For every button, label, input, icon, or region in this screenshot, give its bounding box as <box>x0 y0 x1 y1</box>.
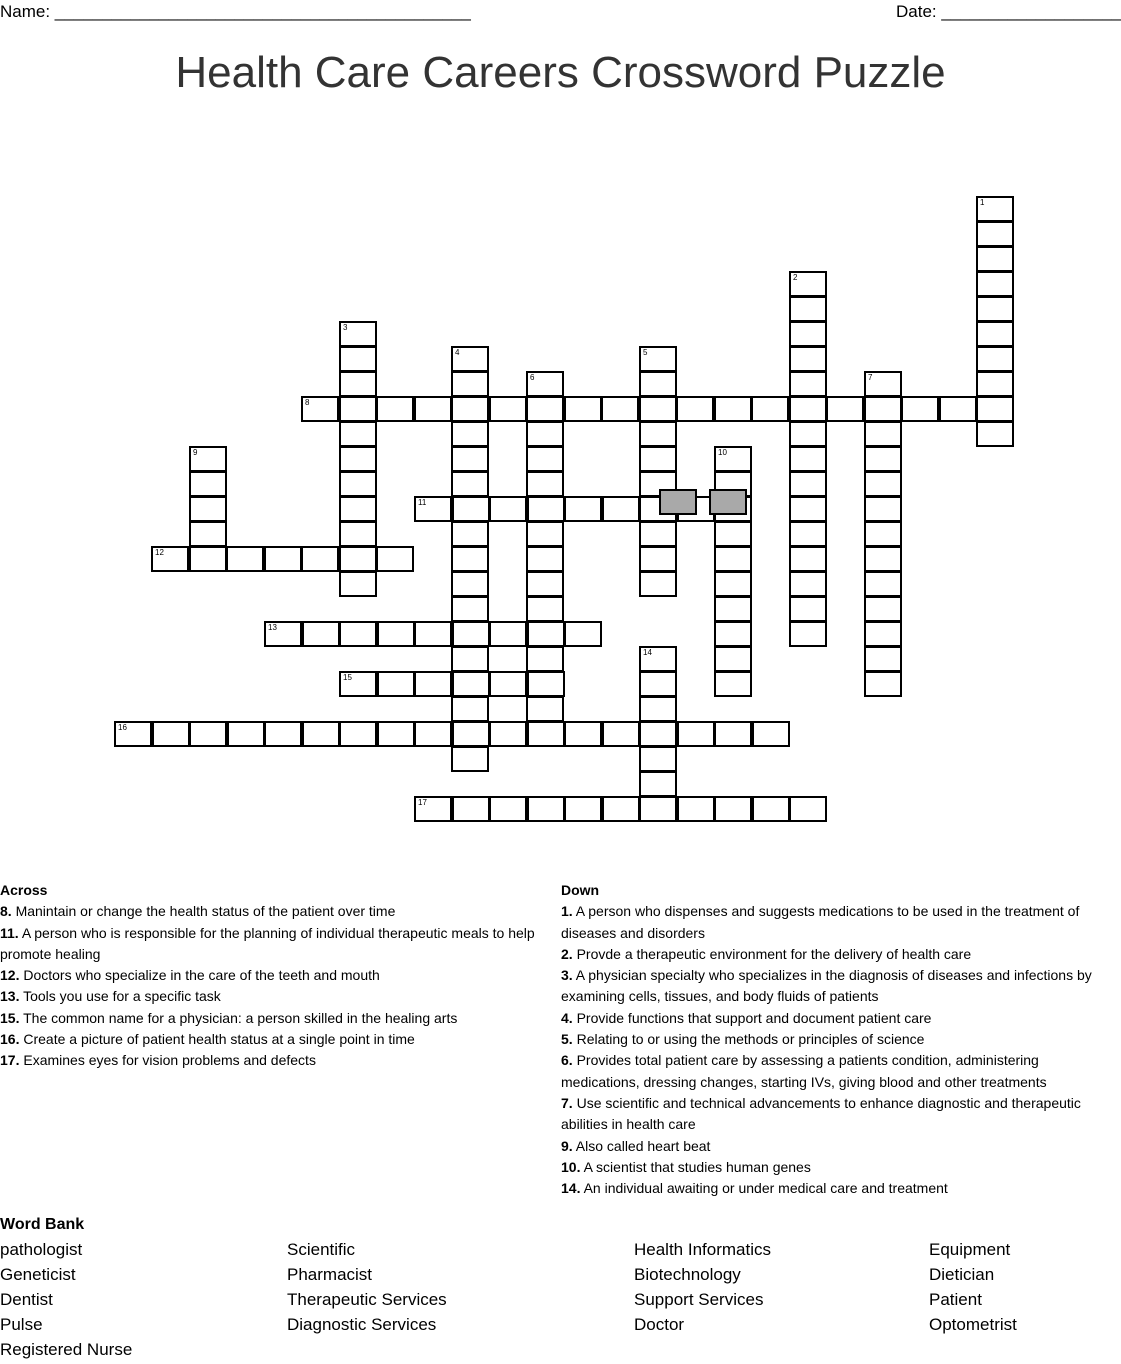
grid-cell[interactable] <box>452 496 490 522</box>
grid-cell[interactable] <box>227 721 265 747</box>
grid-cell[interactable] <box>527 721 565 747</box>
down-clue <box>561 944 1121 965</box>
down-clue <box>561 901 1121 944</box>
grid-cell[interactable] <box>414 396 452 422</box>
grid-cell[interactable] <box>976 246 1014 272</box>
clue-text: The common name for a physician: a person skilled in the healing arts <box>19 1009 458 1026</box>
grid-cell[interactable] <box>826 396 864 422</box>
clue-number: 15 <box>343 673 352 682</box>
grid-cell[interactable] <box>526 396 564 422</box>
grid-cell[interactable] <box>976 371 1014 397</box>
across-clue <box>0 965 550 986</box>
grid-cell[interactable] <box>339 671 377 697</box>
grid-cell[interactable] <box>714 721 752 747</box>
word-bank-item: Dentist <box>0 1290 53 1309</box>
grid-cell[interactable] <box>864 421 902 447</box>
grid-cell[interactable] <box>377 671 415 697</box>
clue-number-label: 15. <box>0 1009 20 1026</box>
grid-cell[interactable] <box>864 371 902 397</box>
grid-cell[interactable] <box>789 546 827 572</box>
grid-cell[interactable] <box>414 671 452 697</box>
across-clue <box>0 986 550 1007</box>
grid-cell[interactable] <box>339 346 377 372</box>
grid-cell[interactable] <box>864 621 902 647</box>
clue-number-label: 4. <box>561 1009 573 1026</box>
grid-cell[interactable] <box>489 396 527 422</box>
grid-cell[interactable] <box>451 346 489 372</box>
grid-cell[interactable] <box>751 396 789 422</box>
clue-number: 2 <box>793 273 798 282</box>
word-bank-item: Pulse <box>0 1315 43 1334</box>
clue-text: A person who dispenses and suggests medications to be used in the treatment of diseases and disorders <box>561 903 1080 941</box>
down-clue <box>561 1008 1121 1029</box>
grid-cell[interactable] <box>752 721 790 747</box>
grid-cell[interactable] <box>339 521 377 547</box>
word-bank-item: Scientific <box>287 1240 356 1259</box>
grid-cell[interactable] <box>976 321 1014 347</box>
clue-number: 14 <box>643 648 652 657</box>
clue-text: Create a picture of patient health status at a single point in time <box>19 1031 415 1048</box>
grid-cell[interactable] <box>864 596 902 622</box>
grid-cell[interactable] <box>376 546 414 572</box>
grid-cell[interactable] <box>639 571 677 597</box>
grid-cell[interactable] <box>526 471 564 497</box>
grid-cell[interactable] <box>489 496 527 522</box>
grid-cell[interactable] <box>976 421 1014 447</box>
word-bank-item: Diagnostic Services <box>287 1315 437 1334</box>
grid-cell[interactable] <box>601 396 639 422</box>
down-clue <box>561 1136 1121 1157</box>
grid-cell[interactable] <box>339 446 377 472</box>
grid-cell[interactable] <box>864 446 902 472</box>
grid-cell[interactable] <box>527 796 565 822</box>
grid-cell[interactable] <box>339 396 377 422</box>
grid-cell[interactable] <box>451 696 489 722</box>
clue-number: 4 <box>455 348 460 357</box>
grid-cell[interactable] <box>939 396 977 422</box>
clue-number-label: 5. <box>561 1031 573 1048</box>
grid-cell[interactable] <box>189 471 227 497</box>
grid-cell[interactable] <box>864 546 902 572</box>
grid-cell[interactable] <box>526 371 564 397</box>
clue-number: 11 <box>418 498 427 507</box>
grid-cell[interactable] <box>714 521 752 547</box>
clue-number-label: 9. <box>561 1137 573 1154</box>
grid-cell[interactable] <box>489 671 527 697</box>
grid-cell[interactable] <box>676 396 714 422</box>
grid-cell[interactable] <box>789 796 827 822</box>
grid-cell[interactable] <box>639 721 677 747</box>
grid-cell[interactable] <box>451 446 489 472</box>
word-bank-item: Geneticist <box>0 1265 76 1284</box>
grid-cell[interactable] <box>452 671 490 697</box>
grid-cell[interactable] <box>526 446 564 472</box>
shaded-cell[interactable] <box>709 489 747 515</box>
grid-cell[interactable] <box>152 721 190 747</box>
grid-cell[interactable] <box>376 396 414 422</box>
grid-cell[interactable] <box>789 421 827 447</box>
grid-cell[interactable] <box>302 721 340 747</box>
down-clue <box>561 1029 1121 1050</box>
grid-cell[interactable] <box>789 621 827 647</box>
date-field-label: Date: ___________________ <box>896 2 1121 21</box>
clue-number-label: 11. <box>0 924 19 941</box>
grid-cell[interactable] <box>564 796 602 822</box>
clue-number-label: 2. <box>561 945 573 962</box>
page-title: Health Care Careers Crossword Puzzle <box>175 48 946 97</box>
shaded-cell[interactable] <box>659 489 697 515</box>
grid-cell[interactable] <box>526 646 564 672</box>
grid-cell[interactable] <box>451 746 489 772</box>
word-bank-item: Therapeutic Services <box>287 1290 447 1309</box>
down-clue <box>561 1178 1121 1199</box>
grid-cell[interactable] <box>451 596 489 622</box>
clue-number-label: 8. <box>0 903 12 920</box>
grid-cell[interactable] <box>526 521 564 547</box>
clue-text: Use scientific and technical advancements to enhance diagnostic and therapeutic abilities in health care <box>561 1094 1081 1133</box>
grid-cell[interactable] <box>414 721 452 747</box>
clue-text: Provides total patient care by assessing a patients condition, administering medications, dressing changes, starting IVs, giving blood and other treatments <box>561 1052 1047 1090</box>
down-clue <box>561 1093 1121 1136</box>
clue-text: A scientist that studies human genes <box>580 1158 811 1175</box>
grid-cell[interactable] <box>976 396 1014 422</box>
across-clue <box>0 1050 550 1071</box>
grid-cell[interactable] <box>189 496 227 522</box>
grid-cell[interactable] <box>677 721 715 747</box>
grid-cell[interactable] <box>451 471 489 497</box>
grid-cell[interactable] <box>789 571 827 597</box>
down-heading: Down <box>561 882 600 898</box>
down-clues <box>561 880 1121 1199</box>
clue-text: An individual awaiting or under medical care and treatment <box>580 1180 948 1197</box>
grid-cell[interactable] <box>301 396 339 422</box>
grid-cell[interactable] <box>789 296 827 322</box>
grid-cell[interactable] <box>864 646 902 672</box>
grid-cell[interactable] <box>976 271 1014 297</box>
clue-number: 17 <box>418 798 427 807</box>
clue-number-label: 13. <box>0 988 20 1005</box>
grid-cell[interactable] <box>452 621 490 647</box>
clue-text: Provde a therapeutic environment for the delivery of health care <box>572 945 972 962</box>
word-bank-item: Health Informatics <box>634 1240 771 1259</box>
clue-number-label: 10. <box>561 1158 581 1175</box>
grid-cell[interactable] <box>489 621 527 647</box>
grid-cell[interactable] <box>789 271 827 297</box>
clue-number: 5 <box>643 348 648 357</box>
clue-number-label: 17. <box>0 1052 20 1069</box>
clue-text: Examines eyes for vision problems and defects <box>19 1052 316 1069</box>
clue-number-label: 14. <box>561 1180 581 1197</box>
word-bank-item: Registered Nurse <box>0 1340 133 1359</box>
grid-cell[interactable] <box>489 796 527 822</box>
grid-cell[interactable] <box>189 546 227 572</box>
clue-text: Manintain or change the health status of the patient over time <box>11 903 396 920</box>
clue-text: Provide functions that support and document patient care <box>572 1009 932 1026</box>
grid-cell[interactable] <box>451 646 489 672</box>
word-bank-item: Optometrist <box>929 1315 1017 1334</box>
grid-cell[interactable] <box>901 396 939 422</box>
grid-cell[interactable] <box>864 471 902 497</box>
grid-cell[interactable] <box>526 596 564 622</box>
grid-cell[interactable] <box>264 721 302 747</box>
word-bank-item: Equipment <box>929 1240 1011 1259</box>
down-clue <box>561 1050 1121 1093</box>
grid-cell[interactable] <box>976 346 1014 372</box>
word-bank-heading: Word Bank <box>0 1216 85 1233</box>
word-bank-item: Doctor <box>634 1315 685 1334</box>
grid-cell[interactable] <box>526 696 564 722</box>
grid-cell[interactable] <box>639 421 677 447</box>
clue-text: A physician specialty who specializes in the diagnosis of diseases and infections by examining cells, tissues, and body fluids of patients <box>561 967 1092 1005</box>
grid-cell[interactable] <box>339 571 377 597</box>
grid-cell[interactable] <box>714 446 752 472</box>
grid-cell[interactable] <box>339 371 377 397</box>
clue-number: 12 <box>155 548 164 557</box>
grid-cell[interactable] <box>789 446 827 472</box>
grid-cell[interactable] <box>451 421 489 447</box>
grid-cell[interactable] <box>527 496 565 522</box>
across-clue <box>0 923 550 966</box>
word-bank-item: Biotechnology <box>634 1265 741 1284</box>
grid-cell[interactable] <box>489 721 527 747</box>
grid-cell[interactable] <box>226 546 264 572</box>
grid-cell[interactable] <box>639 396 677 422</box>
grid-cell[interactable] <box>976 221 1014 247</box>
clue-number: 7 <box>868 373 873 382</box>
grid-cell[interactable] <box>339 321 377 347</box>
grid-cell[interactable] <box>339 421 377 447</box>
grid-cell[interactable] <box>789 471 827 497</box>
grid-cell[interactable] <box>114 721 152 747</box>
grid-cell[interactable] <box>714 621 752 647</box>
down-clue <box>561 965 1121 1008</box>
word-bank-item: Patient <box>929 1290 982 1309</box>
grid-cell[interactable] <box>264 621 302 647</box>
grid-cell[interactable] <box>414 796 452 822</box>
clue-number: 16 <box>118 723 127 732</box>
grid-cell[interactable] <box>377 621 415 647</box>
grid-cell[interactable] <box>564 721 602 747</box>
grid-cell[interactable] <box>339 621 377 647</box>
across-clues <box>0 880 550 1072</box>
grid-cell[interactable] <box>602 496 640 522</box>
grid-cell[interactable] <box>714 646 752 672</box>
grid-cell[interactable] <box>714 596 752 622</box>
grid-cell[interactable] <box>639 696 677 722</box>
grid-cell[interactable] <box>264 546 302 572</box>
word-bank-item: Support Services <box>634 1290 764 1309</box>
grid-cell[interactable] <box>414 621 452 647</box>
clue-number-label: 3. <box>561 967 573 984</box>
grid-cell[interactable] <box>789 521 827 547</box>
grid-cell[interactable] <box>301 546 339 572</box>
grid-cell[interactable] <box>639 746 677 772</box>
clue-number: 3 <box>343 323 348 332</box>
grid-cell[interactable] <box>339 721 377 747</box>
grid-cell[interactable] <box>527 671 565 697</box>
down-clue <box>561 1157 1121 1178</box>
grid-cell[interactable] <box>714 546 752 572</box>
grid-cell[interactable] <box>302 621 340 647</box>
clue-number-label: 12. <box>0 967 20 984</box>
across-clue <box>0 1008 550 1029</box>
grid-cell[interactable] <box>564 496 602 522</box>
grid-cell[interactable] <box>189 446 227 472</box>
grid-cell[interactable] <box>639 671 677 697</box>
grid-cell[interactable] <box>789 321 827 347</box>
grid-cell[interactable] <box>789 346 827 372</box>
grid-cell[interactable] <box>151 546 189 572</box>
across-clue <box>0 1029 550 1050</box>
grid-cell[interactable] <box>451 396 489 422</box>
grid-cell[interactable] <box>339 471 377 497</box>
grid-cell[interactable] <box>639 771 677 797</box>
grid-cell[interactable] <box>189 721 227 747</box>
grid-cell[interactable] <box>339 546 377 572</box>
word-bank-item: Dietician <box>929 1265 995 1284</box>
grid-cell[interactable] <box>976 296 1014 322</box>
clue-number-label: 1. <box>561 903 573 920</box>
grid-cell[interactable] <box>639 446 677 472</box>
grid-cell[interactable] <box>526 421 564 447</box>
grid-cell[interactable] <box>377 721 415 747</box>
clue-text: Relating to or using the methods or principles of science <box>572 1031 925 1048</box>
grid-cell[interactable] <box>189 521 227 547</box>
grid-cell[interactable] <box>639 546 677 572</box>
word-bank-item: Pharmacist <box>287 1265 373 1284</box>
grid-cell[interactable] <box>789 596 827 622</box>
grid-cell[interactable] <box>639 521 677 547</box>
word-bank-item: pathologist <box>0 1240 83 1259</box>
grid-cell[interactable] <box>451 371 489 397</box>
grid-cell[interactable] <box>714 571 752 597</box>
grid-cell[interactable] <box>864 396 902 422</box>
grid-cell[interactable] <box>789 496 827 522</box>
clue-text: Also called heart beat <box>572 1137 711 1154</box>
clue-number-label: 6. <box>561 1052 573 1069</box>
grid-cell[interactable] <box>864 671 902 697</box>
grid-cell[interactable] <box>864 571 902 597</box>
grid-cell[interactable] <box>564 396 602 422</box>
grid-cell[interactable] <box>451 546 489 572</box>
grid-cell[interactable] <box>452 721 490 747</box>
across-clue <box>0 901 550 922</box>
grid-cell[interactable] <box>789 371 827 397</box>
clue-number-label: 7. <box>561 1094 573 1111</box>
grid-cell[interactable] <box>639 346 677 372</box>
grid-cell[interactable] <box>976 196 1014 222</box>
grid-cell[interactable] <box>339 496 377 522</box>
grid-cell[interactable] <box>789 396 827 422</box>
name-field-label: Name: ____________________________________________ <box>0 2 471 21</box>
grid-cell[interactable] <box>414 496 452 522</box>
clue-number: 6 <box>530 373 535 382</box>
grid-cell[interactable] <box>602 721 640 747</box>
grid-cell[interactable] <box>677 796 715 822</box>
grid-cell[interactable] <box>639 646 677 672</box>
clue-number: 9 <box>193 448 198 457</box>
grid-cell[interactable] <box>602 796 640 822</box>
clue-number: 10 <box>718 448 727 457</box>
grid-cell[interactable] <box>451 571 489 597</box>
clue-number: 8 <box>305 398 310 407</box>
clue-number: 1 <box>980 198 985 207</box>
grid-cell[interactable] <box>639 796 677 822</box>
grid-cell[interactable] <box>864 521 902 547</box>
grid-cell[interactable] <box>864 496 902 522</box>
clue-text: Doctors who specialize in the care of the teeth and mouth <box>19 967 380 984</box>
grid-cell[interactable] <box>714 671 752 697</box>
clue-number-label: 16. <box>0 1031 20 1048</box>
grid-cell[interactable] <box>526 546 564 572</box>
grid-cell[interactable] <box>752 796 790 822</box>
grid-cell[interactable] <box>714 396 752 422</box>
grid-cell[interactable] <box>452 796 490 822</box>
grid-cell[interactable] <box>526 571 564 597</box>
clue-number: 13 <box>268 623 277 632</box>
grid-cell[interactable] <box>564 621 602 647</box>
grid-cell[interactable] <box>527 621 565 647</box>
grid-cell[interactable] <box>714 796 752 822</box>
clue-text: Tools you use for a specific task <box>19 988 221 1005</box>
grid-cell[interactable] <box>451 521 489 547</box>
grid-cell[interactable] <box>639 371 677 397</box>
across-heading: Across <box>0 882 48 898</box>
clue-text: A person who is responsible for the planning of individual therapeutic meals to help promote healing <box>0 924 535 962</box>
